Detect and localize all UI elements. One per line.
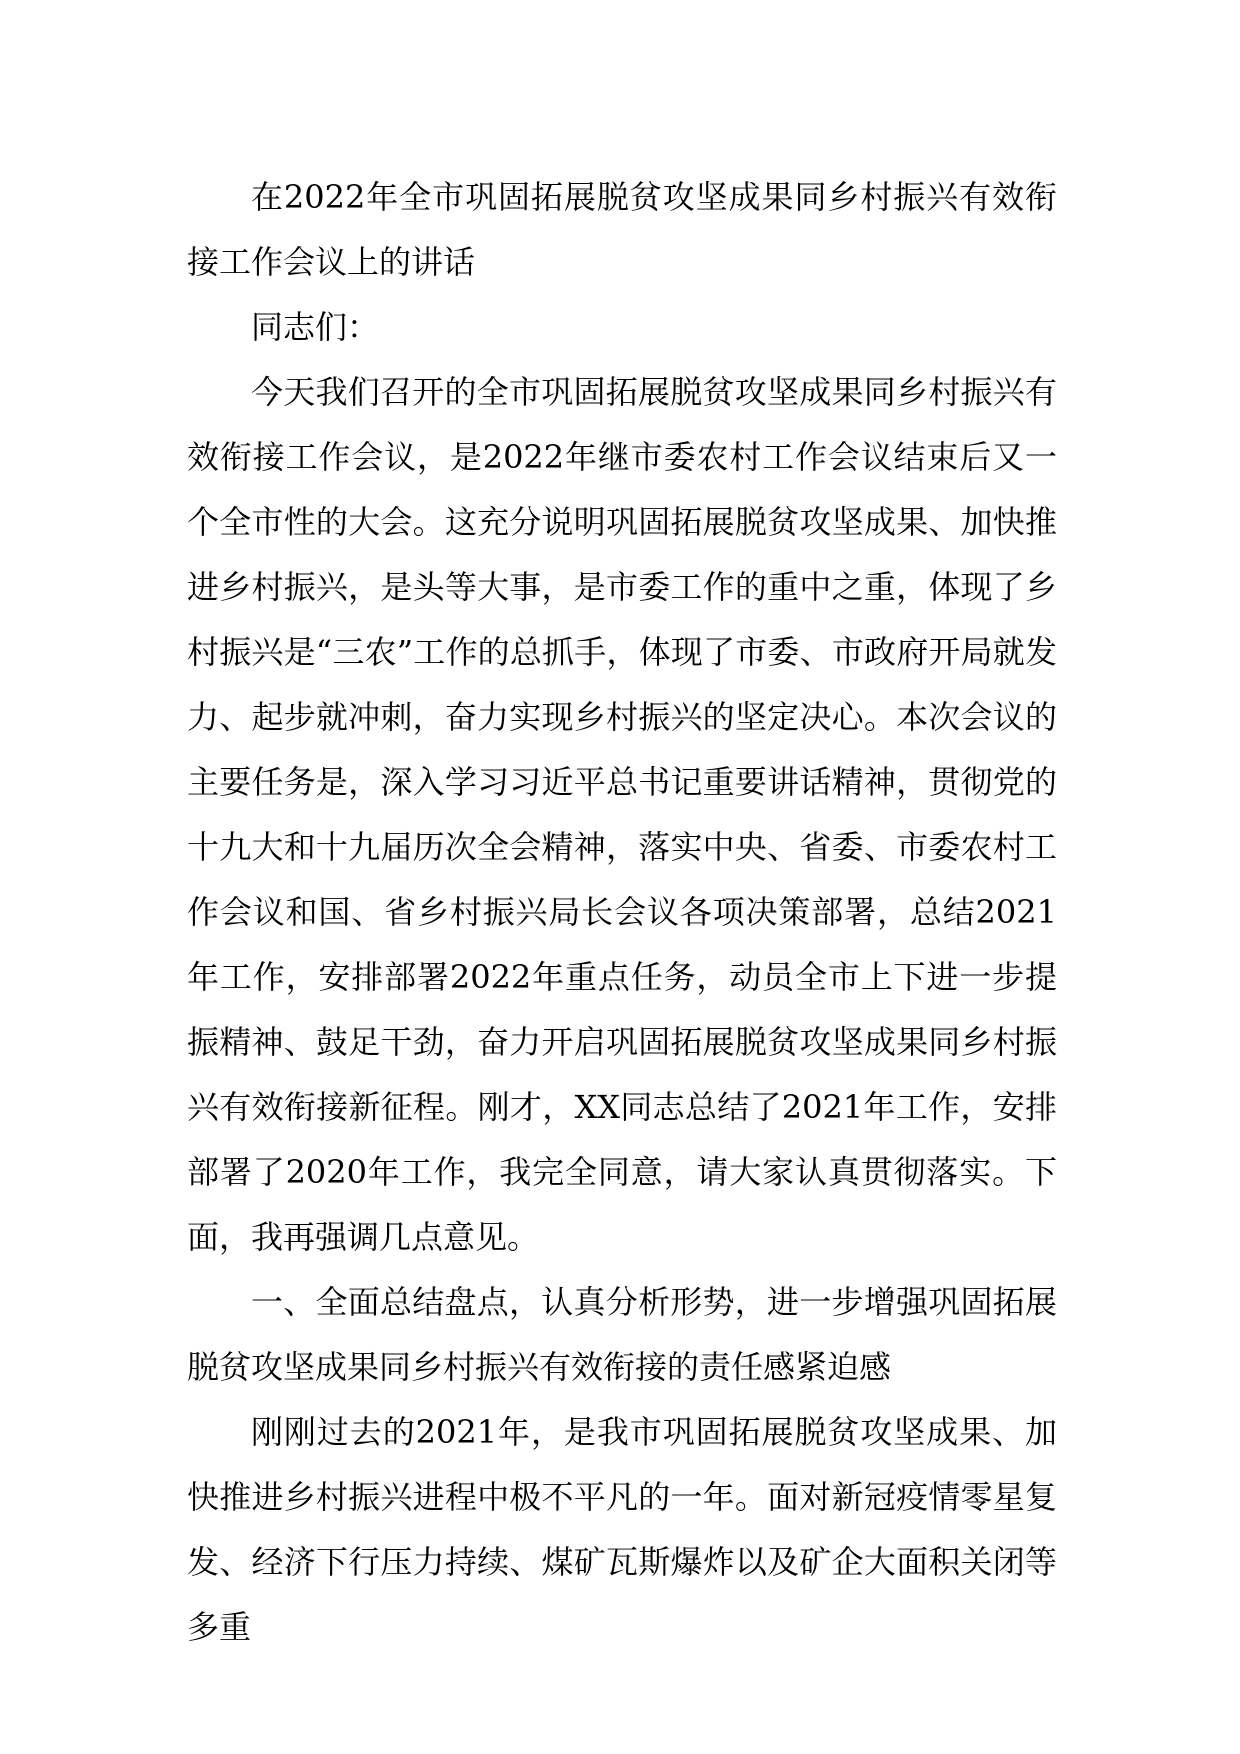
document-body <box>187 165 1057 1660</box>
body-paragraph: 今天我们召开的全市巩固拓展脱贫攻坚成果同乡村振兴有效衔接工作会议，是2022年继市委农村工作会议结束后又一个全市性的大会。这充分说明巩固拓展脱贫攻坚成果、加快推进乡村振兴，是头等大事，是市委工作的重中之重，体现了乡村振兴是“三农”工作的总抓手，体现了市委、市政府开局就发力、起步就冲刺，奋力实现乡村振兴的坚定决心。本次会议的主要任务是，深入学习习近平总书记重要讲话精神，贯彻党的十九大和十九届历次全会精神，落实中央、省委、市委农村工作会议和国、省乡村振兴局长会议各项决策部署，总结2021年工作，安排部署2022年重点任务，动员全市上下进一步提振精神、鼓足干劲，奋力开启巩固拓展脱贫攻坚成果同乡村振兴有效衔接新征程。刚才，XX同志总结了2021年工作，安排部署了2020年工作，我完全同意，请大家认真贯彻落实。下面，我再强调几点意见。 <box>187 373 1057 1256</box>
section-heading: 一、全面总结盘点，认真分析形势，进一步增强巩固拓展脱贫攻坚成果同乡村振兴有效衔接的责任感紧迫感 <box>187 1283 1057 1386</box>
salutation: 同志们： <box>251 308 380 346</box>
body-paragraph: 刚刚过去的2021年，是我市巩固拓展脱贫攻坚成果、加快推进乡村振兴进程中极不平凡的一年。面对新冠疫情零星复发、经济下行压力持续、煤矿瓦斯爆炸以及矿企大面积关闭等多重 <box>187 1413 1057 1646</box>
document-title: 在2022年全市巩固拓展脱贫攻坚成果同乡村振兴有效衔接工作会议上的讲话 <box>187 178 1057 281</box>
